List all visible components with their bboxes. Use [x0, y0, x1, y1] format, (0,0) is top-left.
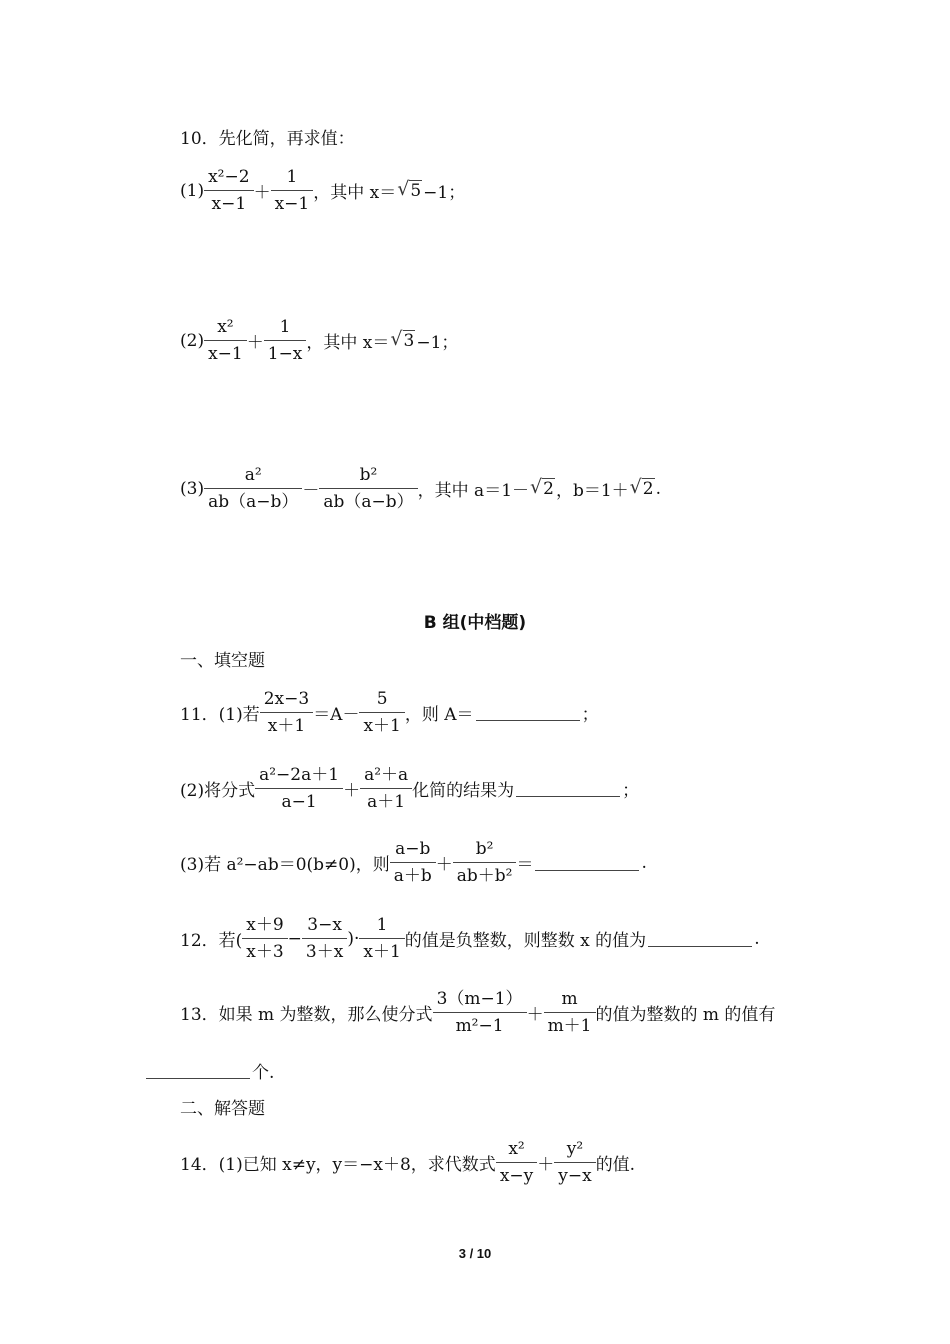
q13 [180, 988, 775, 1038]
numerator: 1 [359, 914, 404, 939]
radicand: 2 [642, 479, 654, 500]
operator: − [287, 928, 302, 949]
punctuation: . [641, 852, 647, 873]
numerator: a−b [390, 838, 436, 863]
square-root: √ 2 [629, 476, 654, 500]
question-text: 11．(1)若 [180, 705, 260, 726]
solve-heading-text: 二、解答题 [180, 1099, 265, 1119]
q10-title-text: 10．先化简，再求值： [180, 129, 355, 149]
denominator: ab（a−b） [208, 491, 299, 512]
operator: ＋ [246, 333, 264, 354]
condition-text: ，其中 x＝ [306, 333, 390, 354]
denominator: x＋1 [267, 715, 306, 736]
part-label: (2) [180, 330, 205, 351]
q10-part1 [180, 166, 465, 216]
square-root: √ 2 [530, 476, 554, 500]
square-root: √ 5 [397, 178, 422, 202]
radicand: 3 [403, 331, 415, 352]
question-text: 的值是负整数，则整数 x 的值为 [404, 931, 647, 952]
numerator: 2x−3 [260, 688, 313, 713]
fraction [257, 764, 341, 814]
fill-in-heading [180, 646, 265, 671]
fraction [498, 1138, 535, 1188]
numerator: y² [554, 1138, 595, 1163]
fraction [321, 464, 415, 514]
fraction [304, 914, 345, 964]
question-text: 12．若( [180, 931, 243, 952]
operator: ＋ [435, 855, 453, 876]
condition-text: ，其中 x＝ [313, 183, 397, 204]
answer-blank[interactable] [476, 704, 580, 721]
numerator: 5 [359, 688, 404, 713]
operator: － [302, 481, 320, 502]
numerator: 3（m−1） [433, 988, 527, 1013]
denominator: m＋1 [547, 1015, 592, 1036]
denominator: x＋3 [246, 941, 284, 962]
q11-part2 [180, 764, 639, 814]
numerator: 1 [271, 166, 314, 191]
square-root: √ 3 [390, 328, 415, 352]
fraction [244, 914, 285, 964]
denominator: y−x [558, 1165, 592, 1186]
denominator: a＋b [393, 865, 432, 886]
question-text: 13．如果 m 为整数，那么使分式 [180, 1005, 433, 1026]
numerator: b² [319, 464, 417, 489]
question-text: ，则 A＝ [404, 705, 474, 726]
denominator: x＋1 [363, 941, 401, 962]
fraction [392, 838, 434, 888]
denominator: 3＋x [305, 941, 344, 962]
operator: ＋ [253, 183, 271, 204]
denominator: a＋1 [367, 791, 406, 812]
q14 [180, 1138, 635, 1188]
question-text: 的值为整数的 m 的值有 [595, 1005, 776, 1026]
fraction [206, 464, 300, 514]
question-text: 14．(1)已知 x≠y，y＝−x＋8，求代数式 [180, 1155, 496, 1176]
numerator: a²＋a [360, 764, 412, 789]
operator: ＋ [343, 781, 361, 802]
denominator: x＋1 [363, 715, 401, 736]
fraction [262, 688, 311, 738]
answer-blank[interactable] [648, 930, 752, 947]
answer-blank[interactable] [516, 780, 620, 797]
answer-blank[interactable] [535, 854, 639, 871]
denominator: x−y [499, 1165, 534, 1186]
denominator: a−1 [281, 791, 317, 812]
fraction [206, 166, 251, 216]
q10-title [180, 124, 355, 149]
q13-line2 [144, 1058, 274, 1083]
section-b-heading: B 组(中档题) [423, 613, 527, 633]
condition-tail: −1； [416, 333, 459, 354]
denominator: ab＋b² [456, 865, 513, 886]
answer-blank[interactable] [146, 1062, 250, 1079]
numerator: 1 [264, 316, 307, 341]
punctuation: ； [581, 705, 599, 726]
numerator: x²−2 [204, 166, 253, 191]
fraction [455, 838, 515, 888]
fraction [273, 166, 312, 216]
operator: ＋ [537, 1155, 555, 1176]
question-text: 个. [252, 1063, 275, 1083]
numerator: x² [204, 316, 247, 341]
question-text: ＝ [516, 855, 534, 876]
radicand: 2 [543, 479, 554, 500]
page-number: 3 / 10 [458, 1246, 492, 1261]
numerator: x＋9 [242, 914, 287, 939]
q10-part2 [180, 316, 458, 366]
question-text: 化简的结果为 [412, 781, 515, 802]
numerator: 3−x [302, 914, 347, 939]
q10-part3 [180, 464, 661, 514]
numerator: b² [453, 838, 517, 863]
denominator: x−1 [211, 193, 247, 214]
question-text: 的值. [595, 1155, 636, 1176]
denominator: m²−1 [455, 1015, 504, 1036]
equation-text: ＝A－ [313, 705, 360, 726]
solve-heading [180, 1094, 265, 1119]
operator: ＋ [526, 1005, 544, 1026]
punctuation: . [754, 928, 760, 949]
q11-part1 [180, 688, 599, 738]
denominator: x−1 [274, 193, 310, 214]
condition-tail: −1； [423, 183, 466, 204]
punctuation: ； [622, 781, 640, 802]
fraction [556, 1138, 593, 1188]
q12 [180, 914, 760, 964]
fill-in-heading-text: 一、填空题 [180, 651, 265, 671]
fraction [546, 988, 594, 1038]
question-text: (2)将分式 [180, 781, 256, 802]
operator: )· [347, 928, 360, 949]
numerator: x² [496, 1138, 537, 1163]
question-text: (3)若 a²−ab＝0(b≠0)，则 [180, 855, 390, 876]
part-label: (1) [180, 180, 205, 201]
fraction [361, 914, 402, 964]
fraction [362, 764, 410, 814]
condition-text: ，其中 a＝1－ [417, 481, 530, 502]
denominator: 1−x [267, 343, 303, 364]
fraction [266, 316, 305, 366]
part-label: (3) [180, 478, 205, 499]
numerator: m [544, 988, 596, 1013]
fraction [361, 688, 402, 738]
q11-part3 [180, 838, 647, 888]
condition-tail: . [655, 478, 661, 499]
fraction [206, 316, 245, 366]
condition-mid: ，b＝1＋ [555, 481, 629, 502]
denominator: ab（a−b） [323, 491, 414, 512]
fraction [435, 988, 525, 1038]
radicand: 5 [410, 181, 422, 202]
numerator: a² [204, 464, 302, 489]
numerator: a²−2a＋1 [255, 764, 343, 789]
denominator: x−1 [208, 343, 243, 364]
